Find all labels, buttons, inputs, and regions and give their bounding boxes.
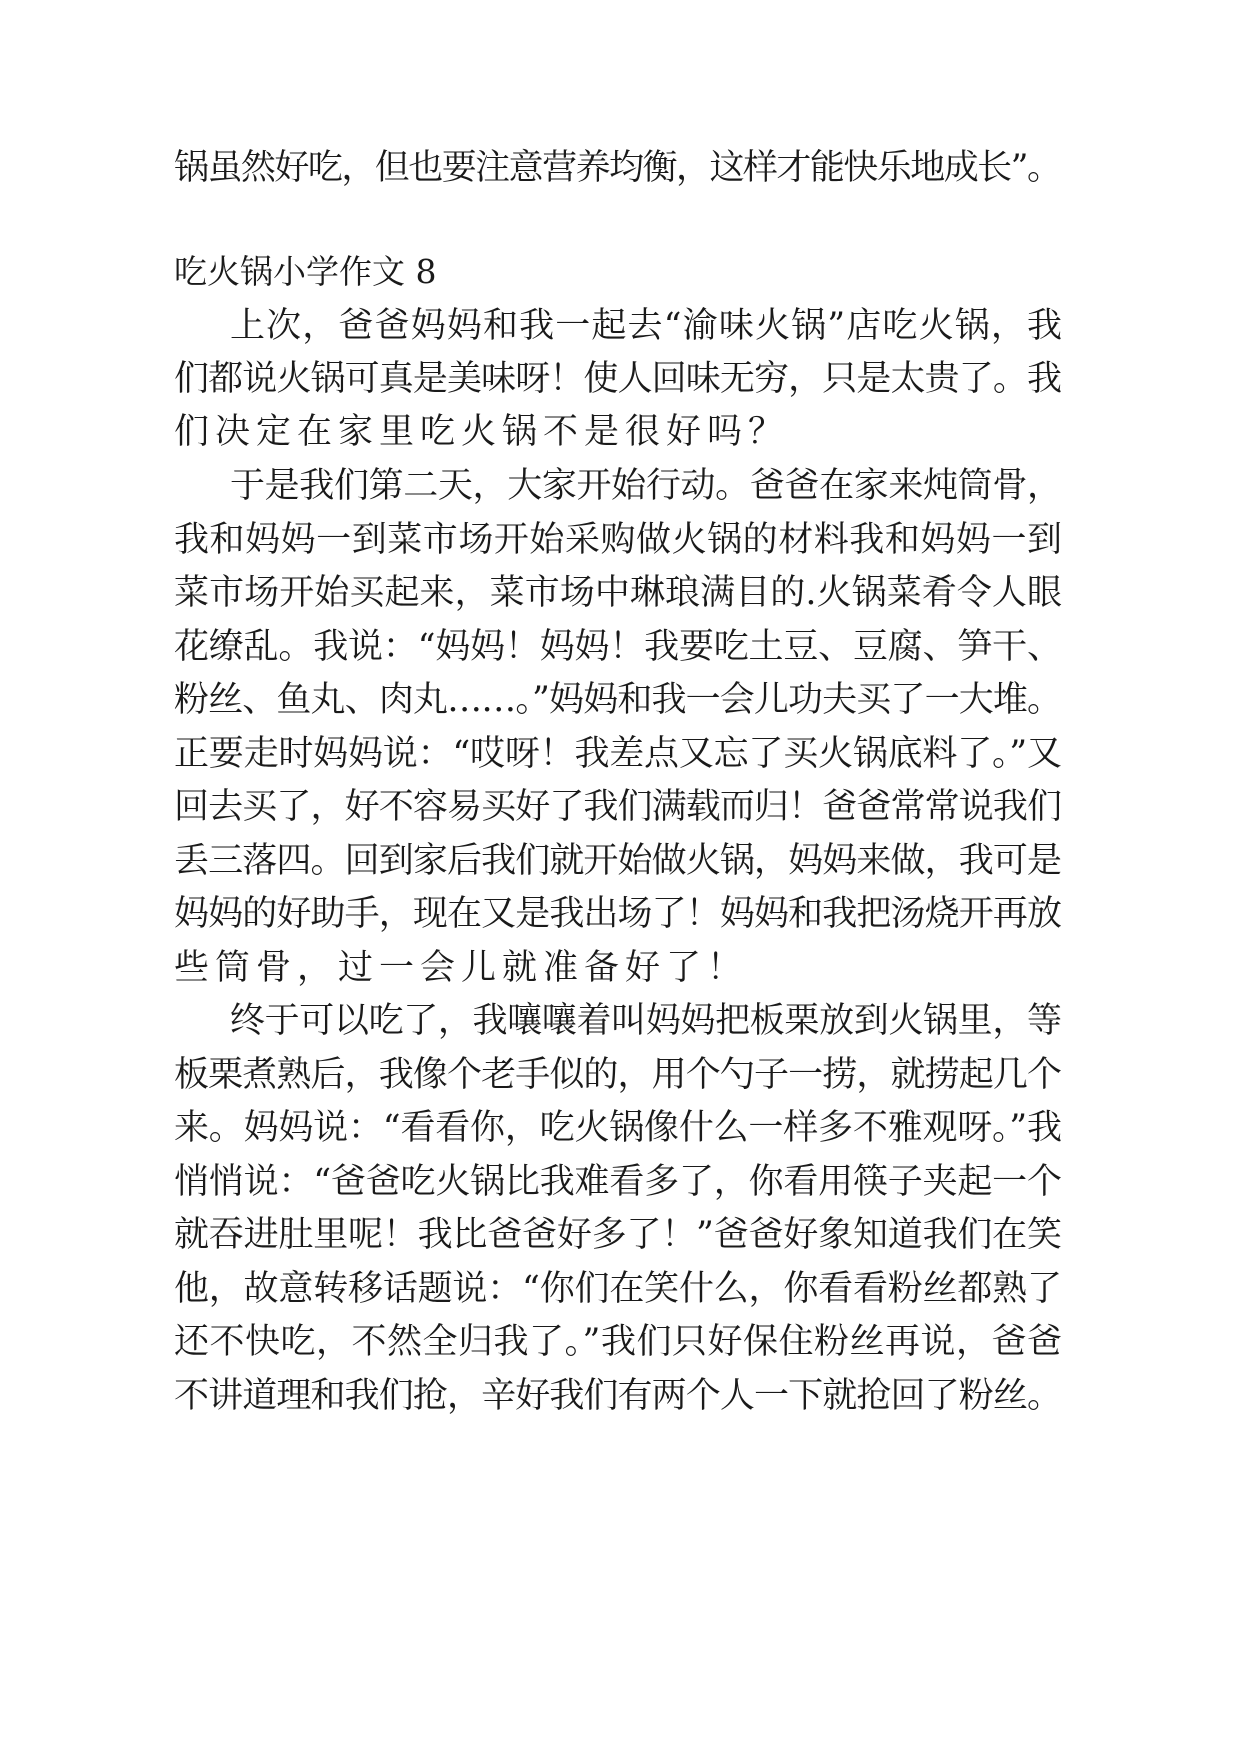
paragraph-line: 还不快吃，不然全归我了。”我们只好保住粉丝再说，爸爸 [174,1322,1063,1362]
paragraph-line: 正要走时妈妈说：“哎呀！我差点又忘了买火锅底料了。”又 [174,734,1062,774]
paragraph-line: 花缭乱。我说：“妈妈！妈妈！我要吃土豆、豆腐、笋干、 [174,627,1062,667]
paragraph-line: 就吞进肚里呢！我比爸爸好多了！”爸爸好象知道我们在笑 [174,1215,1062,1255]
paragraph-line: 粉丝、鱼丸、肉丸……。”妈妈和我一会儿功夫买了一大堆。 [174,680,1062,720]
paragraph-line: 悄悄说：“爸爸吃火锅比我难看多了，你看用筷子夹起一个 [174,1162,1062,1202]
paragraph-line: 妈妈的好助手，现在又是我出场了！妈妈和我把汤烧开再放 [174,894,1062,934]
paragraph-line: 上次，爸爸妈妈和我一起去“渝味火锅”店吃火锅，我 [230,306,1064,346]
paragraph-line: 丢三落四。回到家后我们就开始做火锅，妈妈来做，我可是 [174,841,1062,881]
paragraph-line: 板栗煮熟后，我像个老手似的，用个勺子一捞，就捞起几个 [174,1055,1062,1095]
paragraph-line: 菜市场开始买起来，菜市场中琳琅满目的.火锅菜肴令人眼 [174,573,1063,613]
essay-title: 吃火锅小学作文 8 [174,252,437,291]
paragraph-line: 来。妈妈说：“看看你，吃火锅像什么一样多不雅观呀。”我 [174,1108,1062,1148]
paragraph-line: 回去买了，好不容易买好了我们满载而归！爸爸常常说我们 [174,787,1062,827]
paragraph-line: 我和妈妈一到菜市场开始采购做火锅的材料我和妈妈一到 [174,520,1063,560]
paragraph-line: 们都说火锅可真是美味呀！使人回味无穷，只是太贵了。我 [174,359,1062,399]
paragraph-line: 些筒骨，过一会儿就准备好了！ [174,948,749,988]
paragraph-line: 他，故意转移话题说：“你们在笑什么，你看看粉丝都熟了 [174,1269,1062,1309]
paragraph-line: 不讲道理和我们抢，辛好我们有两个人一下就抢回了粉丝。 [174,1376,1062,1416]
paragraph-line: 终于可以吃了，我嚷嚷着叫妈妈把板栗放到火锅里，等 [230,1001,1062,1041]
carryover-text: 锅虽然好吃，但也要注意营养均衡，这样才能快乐地成长”。 [174,148,1061,188]
paragraph-line: 于是我们第二天，大家开始行动。爸爸在家来炖筒骨， [230,466,1062,506]
paragraph-line: 们决定在家里吃火锅不是很好吗？ [174,412,790,452]
